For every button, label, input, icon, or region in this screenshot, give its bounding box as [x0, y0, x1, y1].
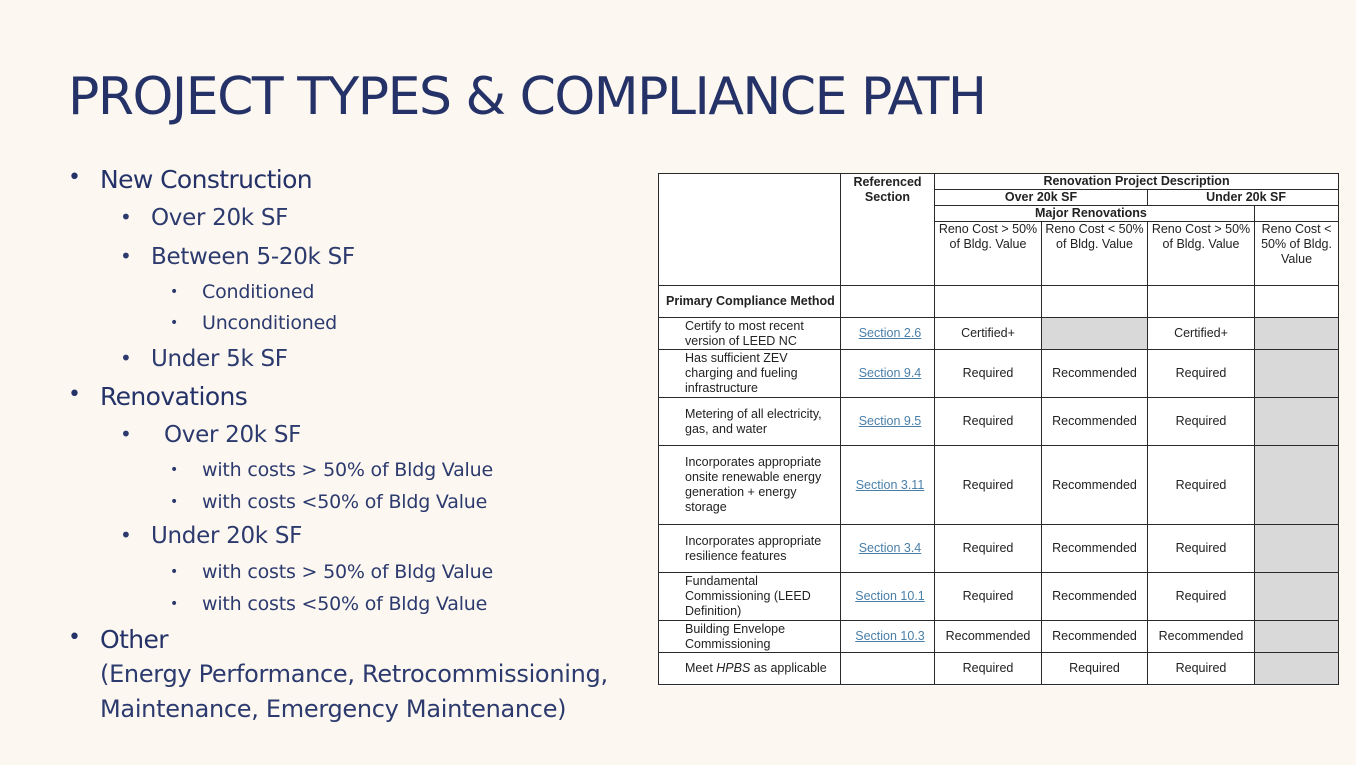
under-20k-header: Under 20k SF: [1148, 190, 1339, 206]
cell-under-gt: Recommended: [1148, 621, 1255, 653]
bullet-text: with costs > 50% of Bldg Value: [202, 459, 493, 481]
empty-cell: [935, 286, 1042, 318]
row-label: Has sufficient ZEV charging and fueling infrastructure: [659, 350, 841, 398]
cell-over-gt: Required: [935, 350, 1042, 398]
cell-over-lt: Recommended: [1042, 398, 1148, 446]
bullet-glyph: •: [170, 462, 179, 478]
cell-under-lt: [1255, 398, 1339, 446]
row-label-post: as applicable: [750, 661, 827, 675]
section-link[interactable]: Section 3.4: [858, 541, 922, 555]
empty-cell: [1255, 286, 1339, 318]
cell-under-gt: Required: [1148, 350, 1255, 398]
cell-over-gt: Required: [935, 525, 1042, 573]
cell-over-lt: Recommended: [1042, 525, 1148, 573]
bullet-glyph: •: [120, 523, 132, 547]
section-link[interactable]: Section 10.3: [855, 629, 925, 643]
bullet-glyph: •: [170, 494, 179, 510]
row-label: Fundamental Commissioning (LEED Definition): [659, 573, 841, 621]
other-detail-line2: Maintenance, Emergency Maintenance): [100, 695, 567, 723]
cell-under-lt: [1255, 653, 1339, 685]
section-link[interactable]: Section 3.11: [855, 477, 925, 492]
bullet-glyph: •: [120, 346, 132, 370]
bullet-new-construction: [68, 165, 313, 194]
bullet-nc-conditioned: [170, 281, 315, 303]
cell-under-lt: [1255, 573, 1339, 621]
row-label: [659, 653, 841, 685]
empty-cell: [1148, 286, 1255, 318]
bullet-glyph: •: [120, 205, 132, 229]
cell-under-lt: [1255, 446, 1339, 525]
cell-over-gt: Recommended: [935, 621, 1042, 653]
bullet-text: Under 20k SF: [151, 523, 303, 549]
section-link[interactable]: Section 10.1: [855, 589, 925, 603]
bullet-glyph: •: [170, 596, 179, 612]
bullet-renovations: [68, 382, 248, 411]
cell-under-gt: Required: [1148, 398, 1255, 446]
section-link[interactable]: Section 9.5: [858, 414, 922, 428]
bullet-reno-under-lt: [170, 593, 488, 615]
bullet-text: Under 5k SF: [151, 346, 288, 372]
bullet-glyph: •: [170, 315, 179, 331]
bullet-reno-over-lt: [170, 491, 488, 513]
table-row: [659, 446, 1339, 525]
table-row: [659, 621, 1339, 653]
empty-cell: [1042, 286, 1148, 318]
cell-over-gt: Required: [935, 573, 1042, 621]
cell-over-lt: [1042, 318, 1148, 350]
compliance-table: [658, 173, 1338, 686]
bullet-glyph: •: [68, 165, 81, 190]
major-renovations-header: Major Renovations: [935, 206, 1255, 222]
col-header-under-gt: Reno Cost > 50% of Bldg. Value: [1148, 222, 1255, 286]
cell-under-gt: Required: [1148, 525, 1255, 573]
row-label: Building Envelope Commissioning: [659, 621, 841, 653]
section-link[interactable]: Section 9.4: [858, 366, 922, 380]
bullet-text: with costs > 50% of Bldg Value: [202, 561, 493, 583]
row-label-hpbs: HPBS: [716, 661, 751, 675]
table-corner-cell: [659, 174, 841, 286]
cell-over-gt: Required: [935, 446, 1042, 525]
bullet-nc-under-5k: [120, 346, 288, 372]
row-label: Metering of all electricity, gas, and water: [659, 398, 841, 446]
bullet-nc-unconditioned: [170, 312, 337, 334]
cell-over-lt: Recommended: [1042, 446, 1148, 525]
cell-over-lt: Recommended: [1042, 573, 1148, 621]
slide-title: PROJECT TYPES & COMPLIANCE PATH: [68, 67, 986, 127]
bullet-text: Between 5-20k SF: [151, 244, 355, 270]
cell-over-lt: Recommended: [1042, 350, 1148, 398]
cell-over-gt: Required: [935, 398, 1042, 446]
bullet-text: Unconditioned: [202, 312, 337, 334]
bullet-glyph: •: [120, 422, 132, 446]
renovation-description-header: Renovation Project Description: [935, 174, 1339, 190]
cell-over-gt: Required: [935, 653, 1042, 685]
col-header-over-lt: Reno Cost < 50% of Bldg. Value: [1042, 222, 1148, 286]
bullet-outline: [0, 0, 640, 765]
bullet-nc-over-20k: [120, 205, 289, 231]
other-detail-line1: (Energy Performance, Retrocommissioning,: [100, 660, 608, 688]
col-header-over-gt: Reno Cost > 50% of Bldg. Value: [935, 222, 1042, 286]
row-label: Certify to most recent version of LEED NC: [659, 318, 841, 350]
bullet-text: Other: [100, 625, 168, 654]
compliance-table-grid: [658, 173, 1339, 685]
primary-method-label: Primary Compliance Method: [659, 286, 841, 318]
bullet-other: [68, 625, 168, 654]
cell-under-lt: [1255, 621, 1339, 653]
bullet-reno-over-gt: [170, 459, 493, 481]
row-label: Incorporates appropriate resilience features: [659, 525, 841, 573]
bullet-text: Over 20k SF: [151, 205, 289, 231]
cell-over-lt: Recommended: [1042, 621, 1148, 653]
bullet-text: with costs <50% of Bldg Value: [202, 491, 488, 513]
cell-over-lt: Required: [1042, 653, 1148, 685]
bullet-glyph: •: [120, 244, 132, 268]
empty-header-cell: [1255, 206, 1339, 222]
cell-under-gt: Required: [1148, 446, 1255, 525]
table-row: [659, 653, 1339, 685]
col-header-under-lt: Reno Cost < 50% of Bldg. Value: [1255, 222, 1339, 286]
table-row: [659, 350, 1339, 398]
bullet-text: Conditioned: [202, 281, 315, 303]
bullet-text: Renovations: [100, 382, 248, 411]
cell-under-gt: Required: [1148, 573, 1255, 621]
bullet-reno-over-20k: [120, 422, 302, 448]
bullet-glyph: •: [68, 382, 81, 407]
bullet-glyph: •: [170, 564, 179, 580]
table-row: [659, 318, 1339, 350]
cell-under-lt: [1255, 525, 1339, 573]
table-row: [659, 398, 1339, 446]
table-row: [659, 525, 1339, 573]
row-label: Incorporates appropriate onsite renewable energy generation + energy storage: [659, 446, 841, 525]
bullet-glyph: •: [170, 284, 179, 300]
section-link[interactable]: Section 2.6: [858, 326, 922, 340]
bullet-text: with costs <50% of Bldg Value: [202, 593, 488, 615]
cell-over-gt: Certified+: [935, 318, 1042, 350]
bullet-nc-between: [120, 244, 355, 270]
cell-under-lt: [1255, 318, 1339, 350]
table-row: [659, 573, 1339, 621]
row-label-pre: Meet: [685, 661, 717, 675]
referenced-section-header: Referenced Section: [841, 174, 935, 286]
cell-under-gt: Required: [1148, 653, 1255, 685]
section-cell-empty: [841, 653, 935, 685]
over-20k-header: Over 20k SF: [935, 190, 1148, 206]
bullet-text: Over 20k SF: [164, 422, 302, 448]
cell-under-gt: Certified+: [1148, 318, 1255, 350]
empty-cell: [841, 286, 935, 318]
bullet-glyph: •: [68, 625, 81, 650]
bullet-reno-under-gt: [170, 561, 493, 583]
cell-under-lt: [1255, 350, 1339, 398]
bullet-reno-under-20k: [120, 523, 303, 549]
bullet-text: New Construction: [100, 165, 313, 194]
